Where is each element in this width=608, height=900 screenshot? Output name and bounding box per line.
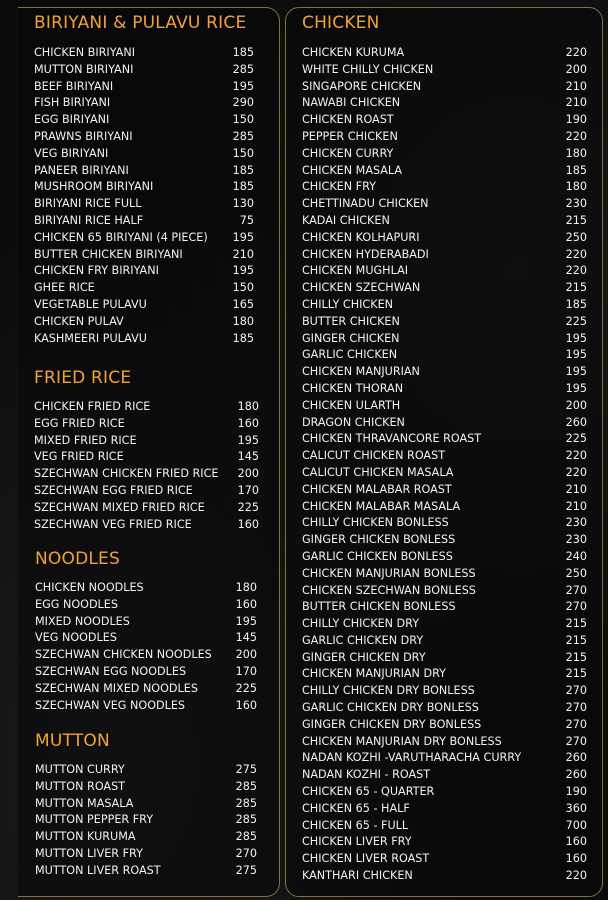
menu-item-price: 180 [565,146,587,160]
menu-item-price: 270 [565,583,587,597]
menu-item-name: CHICKEN MALABAR ROAST [302,482,452,496]
menu-item [302,112,587,129]
menu-item-name: CHICKEN MANJURIAN DRY BONLESS [302,734,502,748]
menu-item [34,280,254,297]
section-noodles [35,549,257,714]
menu-item-price: 75 [239,213,254,227]
menu-item-name: GHEE RICE [34,281,95,295]
menu-item-name: CHICKEN FRY [302,180,376,194]
menu-item [302,398,587,415]
menu-item-name: SZECHWAN MIXED FRIED RICE [34,500,205,514]
menu-item-price: 275 [235,763,257,776]
menu-item [302,129,587,146]
menu-item-list [35,580,257,714]
menu-item [302,280,587,297]
menu-item [34,213,254,230]
menu-item-price: 150 [232,146,254,160]
menu-item [302,566,587,583]
menu-item-price: 220 [565,46,587,59]
menu-item [35,779,257,796]
menu-item-price: 200 [237,467,259,481]
menu-item [302,196,587,213]
menu-item [35,863,257,880]
menu-item [302,616,587,633]
menu-item-price: 285 [235,830,257,844]
menu-item-price: 185 [565,163,587,177]
menu-item-name: GARLIC CHICKEN DRY BONLESS [302,701,479,715]
menu-item-name: CHICKEN CURRY [302,146,394,160]
menu-item-price: 215 [565,633,587,647]
menu-item [35,698,257,715]
menu-item-name: CHICKEN 65 BIRIYANI (4 PIECE) [34,230,208,244]
menu-item [302,666,587,683]
menu-item [302,683,587,700]
menu-item [34,45,254,62]
menu-item [302,179,587,196]
menu-item-name: CHICKEN LIVER FRY [302,835,412,849]
menu-item-price: 190 [565,785,587,799]
menu-item-price: 220 [565,264,587,278]
menu-item-price: 285 [235,779,257,793]
menu-item-name: FISH BIRIYANI [34,96,111,110]
menu-item [35,580,257,597]
menu-item [34,314,254,331]
menu-item-price: 210 [232,247,254,261]
menu-item-name: CHETTINADU CHICKEN [302,197,429,211]
menu-item-price: 195 [565,331,587,345]
menu-item-name: NADAN KOZHI -VARUTHARACHA CURRY [302,751,522,765]
menu-item-price: 185 [565,297,587,311]
menu-item [34,196,254,213]
menu-item [302,549,587,566]
menu-item-price: 220 [565,465,587,479]
menu-item-name: CHILLY CHICKEN BONLESS [302,516,449,530]
menu-item-price: 180 [237,400,259,413]
menu-item-name: CHICKEN KOLHAPURI [302,230,420,244]
menu-item [302,633,587,650]
menu-item [302,834,587,851]
menu-item-price: 160 [237,517,259,531]
menu-item-price: 210 [565,79,587,93]
menu-item [34,247,254,264]
menu-item-name: CHICKEN MANJURIAN [302,365,420,379]
menu-item-name: PEPPER CHICKEN [302,129,398,143]
menu-item-name: BIRIYANI RICE HALF [34,213,144,227]
menu-item [302,431,587,448]
menu-item-price: 215 [565,213,587,227]
menu-item [34,163,254,180]
menu-item-name: CHILLY CHICKEN [302,297,394,311]
menu-item [302,650,587,667]
menu-item-name: MIXED NOODLES [35,614,130,628]
menu-item-price: 220 [565,449,587,463]
menu-item-price: 170 [237,483,259,497]
section-title: FRIED RICE [34,368,132,388]
menu-item [35,762,257,779]
menu-item-name: NAWABI CHICKEN [302,96,401,110]
menu-item [302,750,587,767]
menu-item [34,331,254,348]
section-mutton [35,731,257,880]
menu-item [302,515,587,532]
menu-item-name: GINGER CHICKEN DRY BONLESS [302,717,482,731]
menu-item [34,466,259,483]
menu-item-name: MUTTON BIRIYANI [34,62,134,76]
menu-item-name: CHICKEN ROAST [302,113,394,127]
menu-item-price: 160 [565,852,587,866]
menu-item-name: CHILLY CHICKEN DRY BONLESS [302,684,475,698]
menu-item-name: SZECHWAN EGG NOODLES [35,664,187,678]
menu-item-name: VEG BIRIYANI [34,146,109,160]
menu-item [302,734,587,751]
menu-item [34,416,259,433]
menu-item-name: CHICKEN MASALA [302,163,403,177]
menu-item-name: MUTTON KURUMA [35,830,136,844]
menu-item [302,818,587,835]
menu-item-price: 250 [565,566,587,580]
menu-item-name: VEG FRIED RICE [34,450,124,464]
menu-item-name: MUTTON LIVER ROAST [35,863,161,877]
menu-item [302,381,587,398]
menu-item [302,583,587,600]
menu-item-name: GARLIC CHICKEN [302,348,398,362]
menu-item-price: 200 [565,62,587,76]
menu-item [302,263,587,280]
menu-item-name: PRAWNS BIRIYANI [34,129,133,143]
menu-item-list [34,399,259,533]
menu-item-price: 185 [232,46,254,59]
menu-item [302,599,587,616]
menu-item-name: CHICKEN MANJURIAN DRY [302,667,446,681]
menu-item-name: EGG FRIED RICE [34,416,125,430]
menu-item-name: CHICKEN BIRIYANI [34,46,135,59]
menu-item [35,647,257,664]
menu-item-name: CHICKEN LIVER ROAST [302,852,430,866]
menu-item [302,851,587,868]
menu-item [302,784,587,801]
menu-item-price: 195 [565,348,587,362]
menu-item-price: 150 [232,281,254,295]
menu-item-name: CHICKEN SZECHWAN [302,281,421,295]
menu-item-price: 285 [235,813,257,827]
menu-item-name: GINGER CHICKEN [302,331,400,345]
menu-item-price: 215 [565,650,587,664]
menu-item [302,700,587,717]
menu-item [34,263,254,280]
menu-item-name: CHICKEN 65 - QUARTER [302,785,435,799]
menu-item [302,213,587,230]
menu-item-list [35,762,257,880]
menu-item-price: 160 [235,698,257,712]
menu-item-price: 195 [565,365,587,379]
menu-item-name: CHICKEN THRAVANCORE ROAST [302,432,482,446]
menu-item-name: CHICKEN PULAV [34,314,124,328]
menu-item-price: 260 [565,415,587,429]
menu-item-price: 195 [235,614,257,628]
menu-item-name: SZECHWAN MIXED NOODLES [35,681,198,695]
menu-item-name: DRAGON CHICKEN [302,415,405,429]
menu-item-price: 180 [232,314,254,328]
menu-item-name: SINGAPORE CHICKEN [302,79,422,93]
menu-item-price: 160 [235,597,257,611]
menu-item-name: GINGER CHICKEN DRY [302,650,426,664]
menu-item-name: KANTHARI CHICKEN [302,869,413,883]
menu-item [35,681,257,698]
menu-item-name: MUTTON CURRY [35,763,125,776]
menu-item-price: 215 [565,281,587,295]
menu-item-price: 180 [235,581,257,594]
menu-item-name: CHILLY CHICKEN DRY [302,617,420,631]
menu-item-price: 230 [565,516,587,530]
menu-item [302,95,587,112]
menu-item-price: 200 [235,648,257,662]
menu-item-price: 195 [232,264,254,278]
menu-item-name: KASHMEERI PULAVU [34,331,147,345]
menu-item [302,868,587,885]
section-fried-rice [34,368,259,533]
menu-item [34,483,259,500]
menu-item-price: 220 [565,869,587,883]
menu-item [302,801,587,818]
menu-item [34,112,254,129]
menu-item [34,129,254,146]
menu-item [34,62,254,79]
menu-item-name: CALICUT CHICKEN MASALA [302,465,454,479]
menu-item-name: EGG NOODLES [35,597,118,611]
menu-item-price: 700 [565,818,587,832]
menu-item [302,79,587,96]
menu-item [34,500,259,517]
menu-item-price: 220 [565,129,587,143]
menu-item [302,297,587,314]
menu-item-name: VEG NOODLES [35,631,117,645]
menu-item-name: PANEER BIRIYANI [34,163,129,177]
menu-item-price: 285 [232,62,254,76]
menu-item-name: SZECHWAN CHICKEN NOODLES [35,648,212,662]
menu-item-list [302,45,587,885]
menu-item [302,62,587,79]
menu-item-name: KADAI CHICKEN [302,213,390,227]
menu-item-name: CHICKEN NOODLES [35,581,144,594]
menu-item [35,796,257,813]
menu-item [302,230,587,247]
menu-item-price: 180 [565,180,587,194]
section-title: CHICKEN [302,13,380,33]
menu-item-price: 230 [565,197,587,211]
menu-item-name: MUSHROOM BIRIYANI [34,180,154,194]
menu-item-price: 185 [232,331,254,345]
menu-item-price: 210 [565,482,587,496]
menu-item-price: 285 [235,796,257,810]
section-title: BIRIYANI & PULAVU RICE [34,13,247,33]
menu-item-price: 220 [565,247,587,261]
menu-item-price: 165 [232,297,254,311]
menu-item-price: 215 [565,617,587,631]
menu-item-price: 145 [237,450,259,464]
menu-item [302,247,587,264]
menu-item-list [34,45,254,347]
menu-item-name: CHICKEN FRIED RICE [34,400,151,413]
menu-item-name: CHICKEN THORAN [302,381,404,395]
menu-item-price: 160 [565,835,587,849]
menu-item-name: SZECHWAN EGG FRIED RICE [34,483,193,497]
menu-item-price: 225 [565,314,587,328]
menu-item-name: MUTTON PEPPER FRY [35,813,154,827]
menu-item-price: 275 [235,863,257,877]
menu-item [34,79,254,96]
menu-item-price: 215 [565,667,587,681]
menu-item-price: 290 [232,96,254,110]
menu-item-price: 145 [235,631,257,645]
menu-item-name: CHICKEN MUGHLAI [302,264,409,278]
menu-item-price: 210 [565,96,587,110]
menu-item-price: 270 [565,717,587,731]
menu-item-price: 185 [232,163,254,177]
menu-item-price: 285 [232,129,254,143]
menu-item-name: WHITE CHILLY CHICKEN [302,62,434,76]
menu-item [302,717,587,734]
menu-item-name: BEEF BIRIYANI [34,79,114,93]
menu-item-price: 210 [565,499,587,513]
menu-item-name: CALICUT CHICKEN ROAST [302,449,446,463]
menu-item [302,499,587,516]
menu-item [34,433,259,450]
menu-item [34,95,254,112]
menu-item-name: SZECHWAN CHICKEN FRIED RICE [34,467,219,481]
menu-item-price: 250 [565,230,587,244]
menu-item [302,767,587,784]
menu-item [34,399,259,416]
menu-item-price: 200 [565,398,587,412]
menu-item-name: GARLIC CHICKEN DRY [302,633,424,647]
menu-item-name: MIXED FRIED RICE [34,433,137,447]
menu-item-price: 270 [235,846,257,860]
menu-item-price: 270 [565,600,587,614]
menu-item [34,230,254,247]
menu-item-name: MUTTON LIVER FRY [35,846,143,860]
menu-item-price: 150 [232,113,254,127]
menu-item-name: CHICKEN KURUMA [302,46,405,59]
menu-item-price: 130 [232,197,254,211]
menu-item-name: VEGETABLE PULAVU [34,297,147,311]
menu-item-name: NADAN KOZHI - ROAST [302,768,431,782]
section-chicken [302,13,587,885]
menu-item-name: BIRIYANI RICE FULL [34,197,142,211]
menu-item [35,829,257,846]
menu-item-name: GINGER CHICKEN BONLESS [302,533,456,547]
menu-item-price: 195 [565,381,587,395]
menu-item [302,347,587,364]
menu-item [302,364,587,381]
menu-item [34,449,259,466]
menu-item-name: MUTTON ROAST [35,779,126,793]
menu-item [34,517,259,534]
menu-item [302,45,587,62]
menu-item [302,465,587,482]
menu-item-name: BUTTER CHICKEN [302,314,400,328]
menu-item-name: SZECHWAN VEG NOODLES [35,698,186,712]
menu-item [302,448,587,465]
menu-item-price: 260 [565,768,587,782]
menu-item [34,146,254,163]
menu-item-price: 240 [565,549,587,563]
section-biriyani [34,13,254,347]
menu-item [302,163,587,180]
menu-item-price: 360 [565,801,587,815]
menu-item [302,532,587,549]
menu-item-name: SZECHWAN VEG FRIED RICE [34,517,192,531]
menu-item-price: 160 [237,416,259,430]
menu-item-price: 225 [235,681,257,695]
menu-item [35,846,257,863]
menu-item-name: CHICKEN MALABAR MASALA [302,499,461,513]
menu-item-price: 225 [565,432,587,446]
menu-item [35,812,257,829]
menu-item-name: CHICKEN FRY BIRIYANI [34,264,159,278]
menu-item [302,314,587,331]
menu-item-name: BUTTER CHICKEN BONLESS [302,600,456,614]
menu-item-price: 170 [235,664,257,678]
menu-item-price: 270 [565,701,587,715]
menu-item-price: 195 [232,230,254,244]
section-title: NOODLES [35,549,120,569]
menu-item-name: MUTTON MASALA [35,796,134,810]
menu-item-name: CHICKEN 65 - FULL [302,818,409,832]
menu-item-price: 270 [565,684,587,698]
menu-item-price: 185 [232,180,254,194]
menu-item-name: CHICKEN MANJURIAN BONLESS [302,566,476,580]
menu-item [35,614,257,631]
menu-item [35,597,257,614]
menu-item [35,664,257,681]
menu-item-price: 195 [237,433,259,447]
menu-item [34,297,254,314]
menu-item-name: GARLIC CHICKEN BONLESS [302,549,453,563]
section-title: MUTTON [35,731,110,751]
menu-item-price: 230 [565,533,587,547]
menu-item-price: 195 [232,79,254,93]
menu-item [35,630,257,647]
menu-item [302,415,587,432]
menu-item [302,146,587,163]
menu-item-name: CHICKEN HYDERABADI [302,247,429,261]
menu-item-name: CHICKEN ULARTH [302,398,401,412]
menu-item-name: CHICKEN SZECHWAN BONLESS [302,583,476,597]
menu-item-name: EGG BIRIYANI [34,113,110,127]
menu-item [34,179,254,196]
menu-item-price: 190 [565,113,587,127]
menu-item [302,331,587,348]
menu-item-name: BUTTER CHICKEN BIRIYANI [34,247,183,261]
menu-item-price: 270 [565,734,587,748]
menu-item-price: 225 [237,500,259,514]
menu-item-name: CHICKEN 65 - HALF [302,801,410,815]
menu-item-price: 260 [565,751,587,765]
menu-item [302,482,587,499]
